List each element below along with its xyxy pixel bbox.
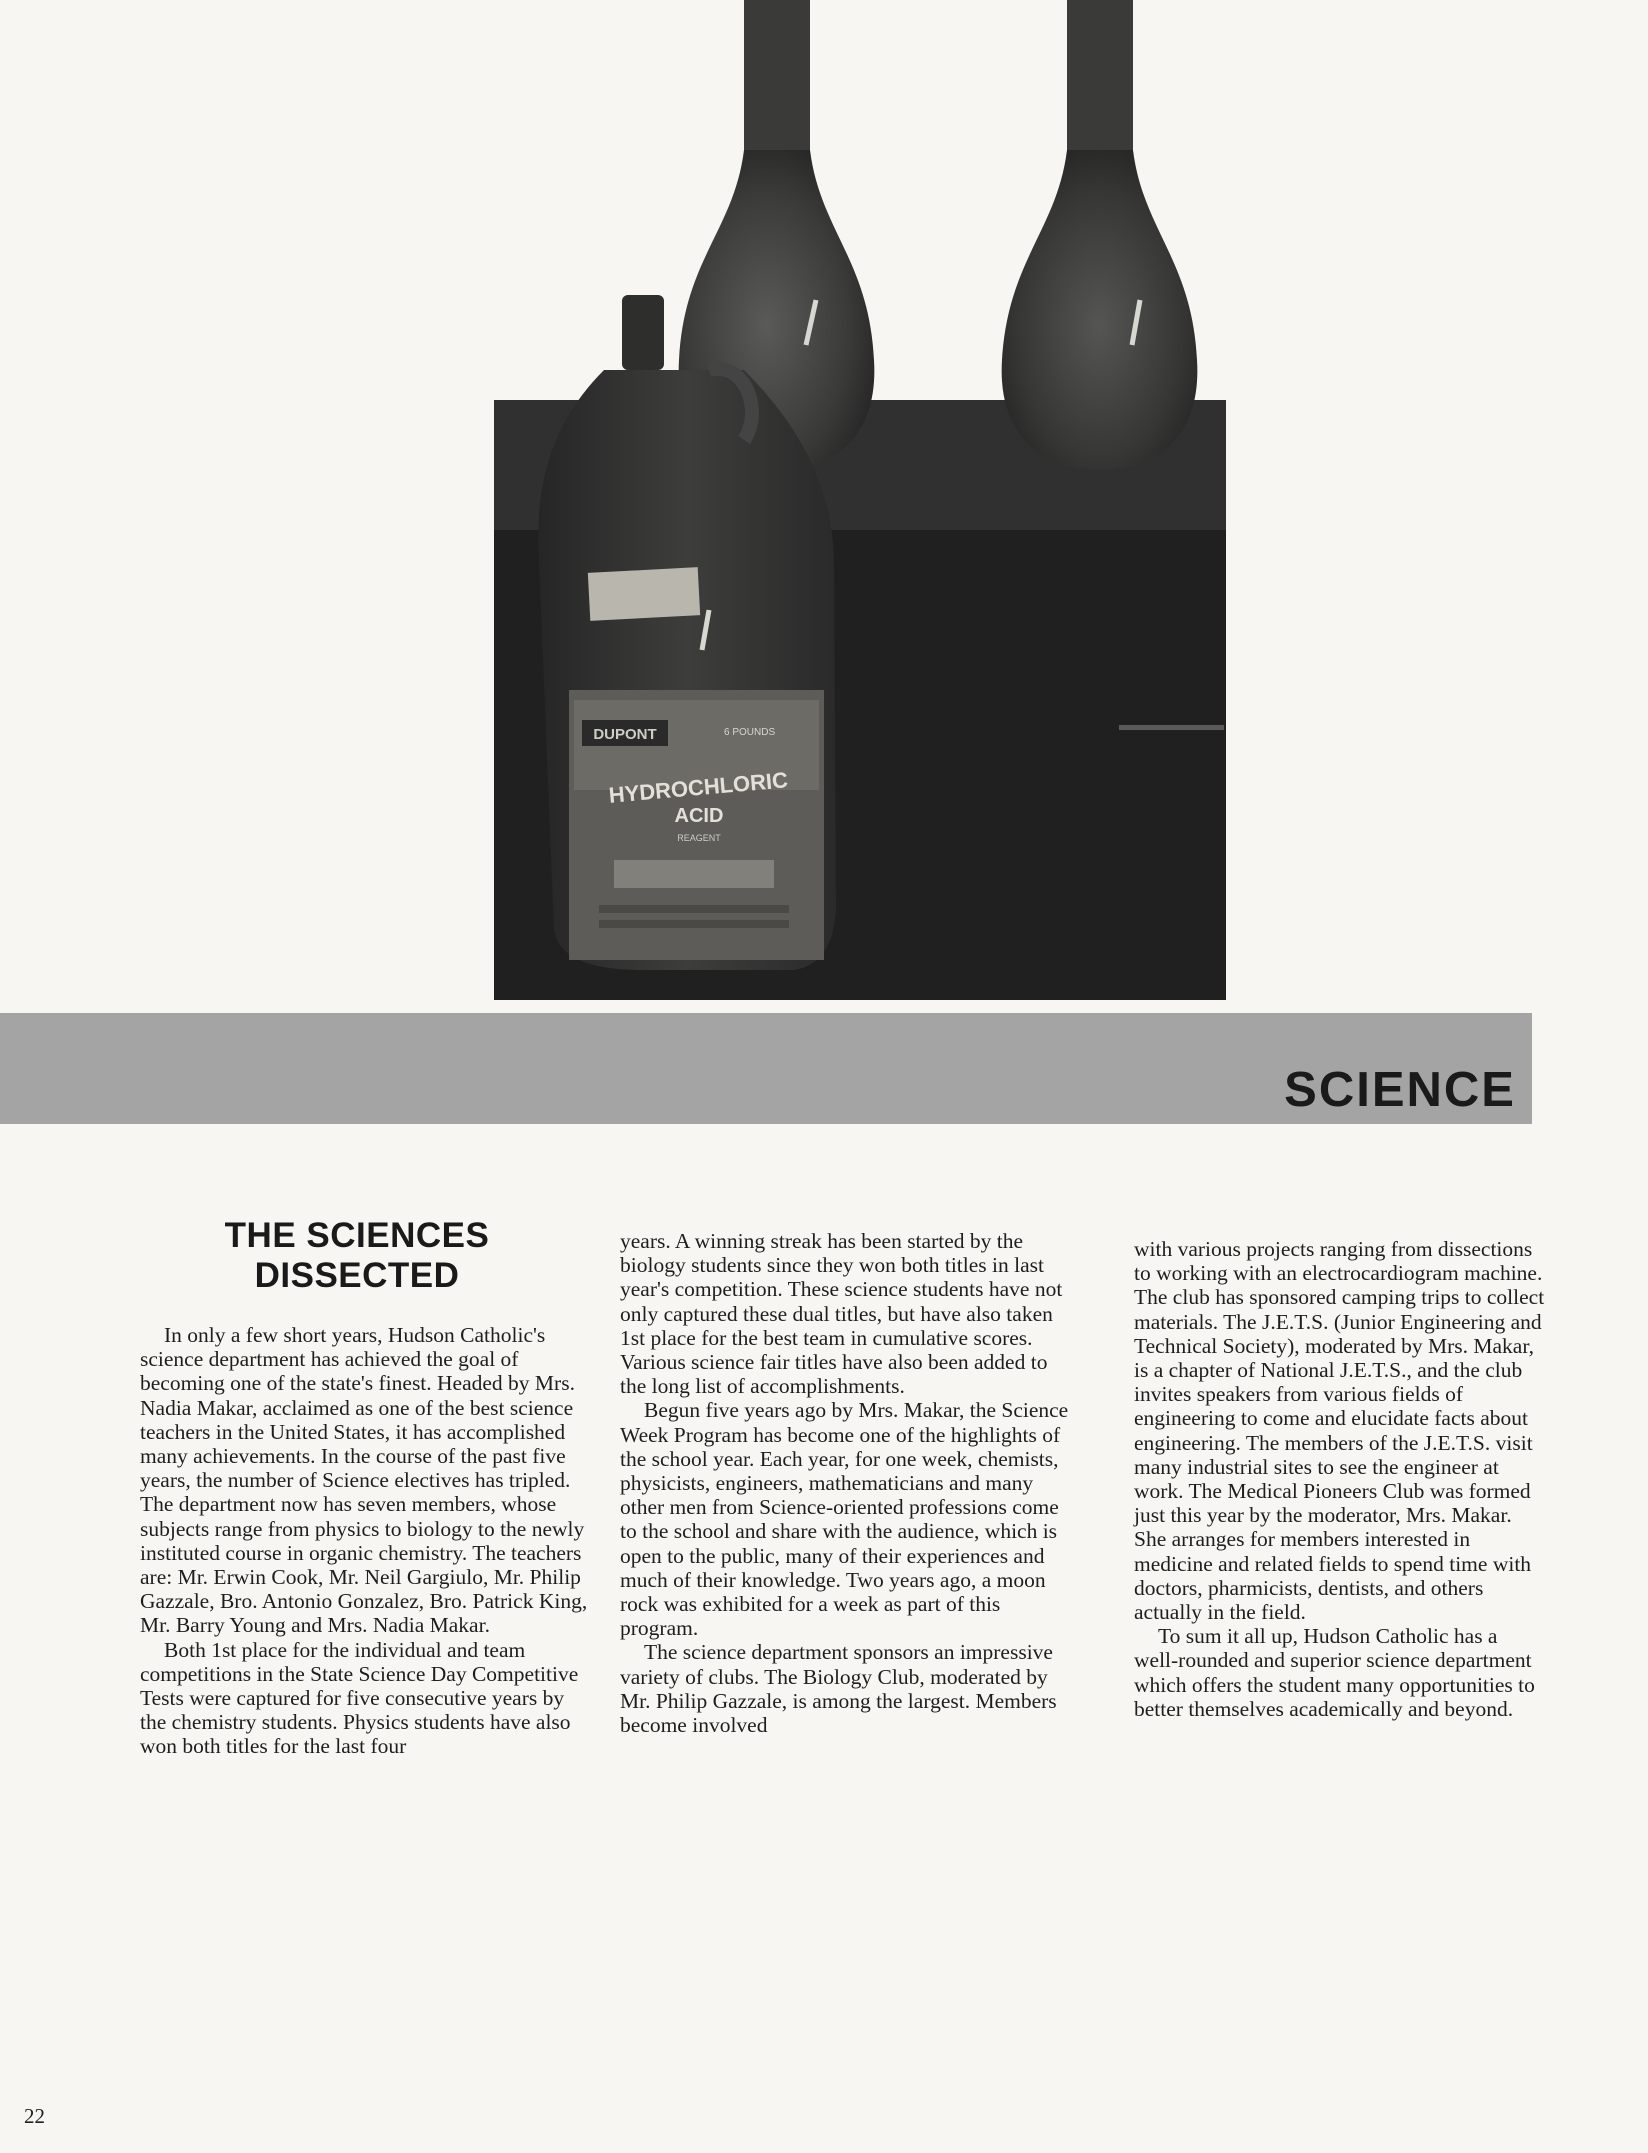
paragraph: Begun five years ago by Mrs. Makar, the Science Week Program has become one of the highlights of the school year. Each year, for one week, chemists, physicists, engineers, mathematicians and many other men from Science-oriented professions come to the school and share with the audience, which is open to the public, many of their experiences and much of their knowledge. Two years ago, a moon rock was exhibited for a week as part of this program. <box>620 1398 1069 1641</box>
paragraph: years. A winning streak has been started by the biology students since they won both titles in last year's competition. These science students have not only captured these dual titles, but have also taken 1st place for the best team in cumulative scores. Various science fair titles have also been added to the long list of accomplishments. <box>620 1229 1063 1399</box>
svg-text:6 POUNDS: 6 POUNDS <box>724 727 776 738</box>
svg-text:REAGENT: REAGENT <box>677 833 721 843</box>
section-title: SCIENCE <box>1284 1063 1516 1117</box>
svg-text:DUPONT: DUPONT <box>593 726 657 743</box>
svg-text:HYDROCHLORIC: HYDROCHLORIC <box>607 767 789 808</box>
paragraph: To sum it all up, Hudson Catholic has a well-rounded and superior science department which offers the student many opportunities to better themselves academically and beyond. <box>1134 1624 1535 1721</box>
headline-line: DISSECTED <box>254 1256 460 1295</box>
article-column-1 <box>140 1323 595 1759</box>
headline-line: THE SCIENCES <box>224 1216 490 1255</box>
article-column-2 <box>620 1229 1070 1737</box>
paragraph: Both 1st place for the individual and team competitions in the State Science Day Competitive Tests were captured for five consecutive years by the chemistry students. Physics students have also won both titles for the last four <box>140 1637 579 1759</box>
section-banner <box>0 1013 1532 1124</box>
paragraph: In only a few short years, Hudson Catholic's science department has achieved the goal of becoming one of the state's finest. Headed by Mrs. Nadia Makar, acclaimed as one of the best science teachers in the United States, it has accomplished many achievements. In the course of the past five years, the number of Science electives has tripled. The department now has seven members, whose subjects range from physics to biology to the newly instituted course in organic chemistry. The teachers are: Mr. Erwin Cook, Mr. Neil Gargiulo, Mr. Philip Gazzale, Bro. Antonio Gonzalez, Bro. Patrick King, Mr. Barry Young and Mrs. Nadia Makar. <box>140 1323 588 1638</box>
paragraph: with various projects ranging from dissections to working with an electrocardiogram machine. The club has sponsored camping trips to collect materials. The J.E.T.S. (Junior Engineering and Technical Society), moderated by Mrs. Makar, is a chapter of National J.E.T.S., and the club invites speakers from various fields of engineering to come and elucidate facts about engineering. The members of the J.E.T.S. visit many industrial sites to see the engineer at work. The Medical Pioneers Club was formed just this year by the moderator, Mrs. Makar. She arranges for members interested in medicine and related fields to spend time with doctors, pharmicists, dentists, and others actually in the field. <box>1134 1237 1545 1625</box>
paragraph: The science department sponsors an impressive variety of clubs. The Biology Club, moderated by Mr. Philip Gazzale, is among the largest. Members become involved <box>620 1640 1057 1738</box>
science-photo <box>494 0 1226 1000</box>
page-number: 22 <box>24 2104 45 2128</box>
article-column-3 <box>1134 1237 1546 1721</box>
svg-text:ACID: ACID <box>674 805 724 827</box>
article-headline <box>150 1216 564 1296</box>
